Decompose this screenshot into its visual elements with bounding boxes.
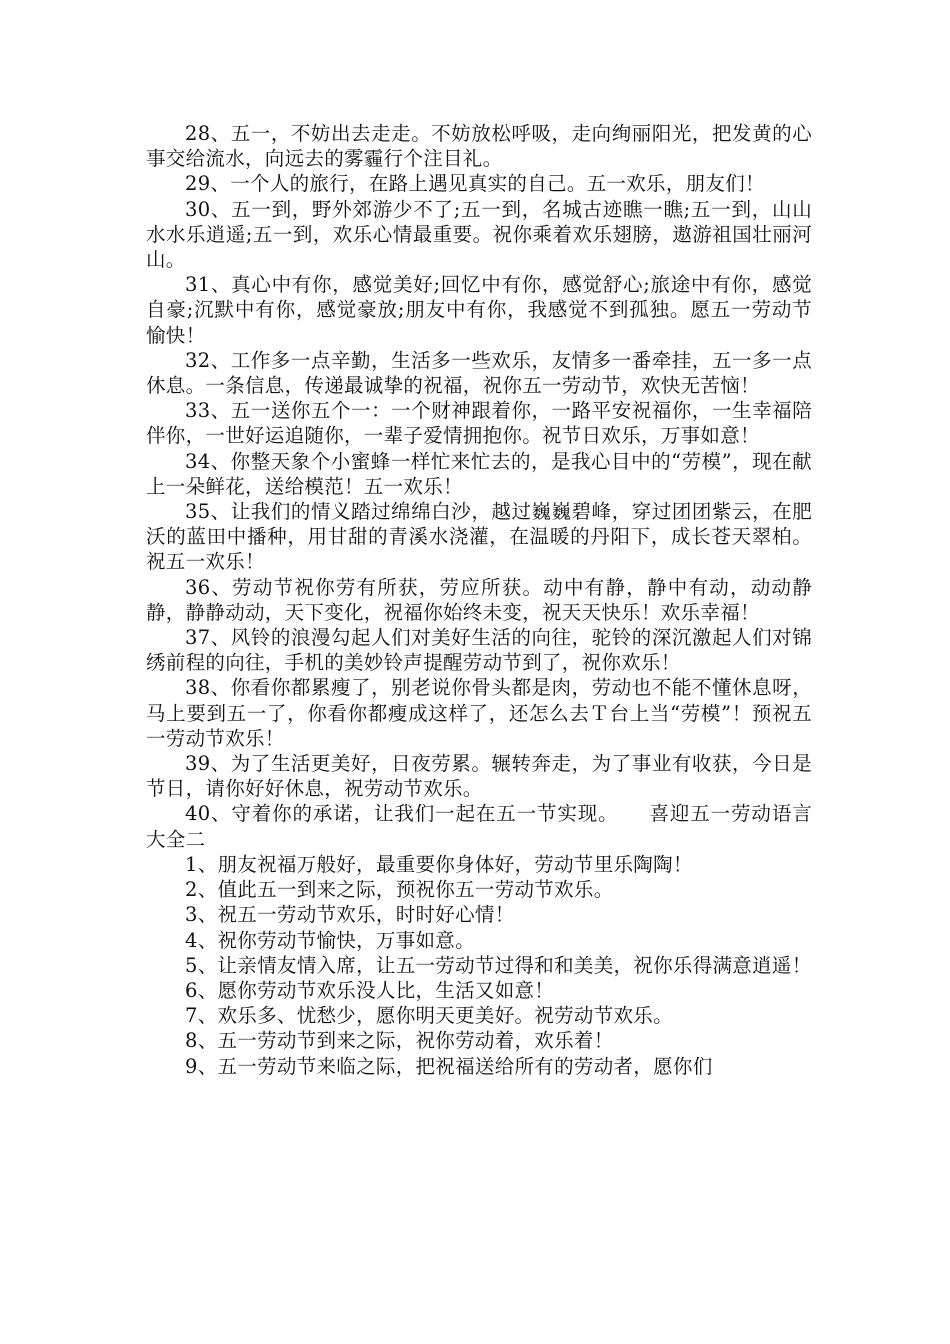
paragraph-39: 39、为了生活更美好，日夜劳累。辗转奔走，为了事业有收获，今日是节日，请你好好休息，祝劳动节欢乐。 <box>146 752 812 801</box>
paragraph-37: 37、风铃的浪漫勾起人们对美好生活的向往，驼铃的深沉激起人们对锦绣前程的向往，手机的美妙铃声提醒劳动节到了，祝你欢乐！ <box>146 626 812 675</box>
paragraph-33: 33、五一送你五个一：一个财神跟着你，一路平安祝福你，一生幸福陪伴你，一世好运追随你，一辈子爱情拥抱你。祝节日欢乐，万事如意！ <box>146 399 812 448</box>
paragraph-1: 1、朋友祝福万般好，最重要你身体好，劳动节里乐陶陶！ <box>185 852 693 876</box>
paragraph-30: 30、五一到，野外郊游少不了;五一到，名城古迹瞧一瞧;五一到，山山水水乐逍遥;五一到，欢乐心情最重要。祝你乘着欢乐翅膀，遨游祖国壮丽河山。 <box>146 197 812 272</box>
paragraph-9: 9、五一劳动节来临之际，把祝福送给所有的劳动者，愿你们 <box>185 1054 713 1078</box>
document-body <box>146 121 812 1079</box>
paragraph-6: 6、愿你劳动节欢乐没人比，生活又如意！ <box>185 978 555 1002</box>
paragraph-5: 5、让亲情友情入席，让五一劳动节过得和和美美，祝你乐得满意逍遥！ <box>185 953 812 977</box>
paragraph-31: 31、真心中有你，感觉美好;回忆中有你，感觉舒心;旅途中有你，感觉自豪;沉默中有你，感觉豪放;朋友中有你，我感觉不到孤独。愿五一劳动节愉快！ <box>146 273 812 347</box>
paragraph-36: 36、劳动节祝你劳有所获，劳应所获。动中有静，静中有动，动动静静，静静动动，天下变化，祝福你始终未变，祝天天快乐！欢乐幸福！ <box>146 575 812 624</box>
paragraph-38: 38、你看你都累瘦了，别老说你骨头都是肉，劳动也不能不懂休息呀，马上要到五一了，你看你都瘦成这样了，还怎么去Ｔ台上当“劳模”！预祝五一劳动节欢乐！ <box>146 676 812 750</box>
paragraph-35: 35、让我们的情义踏过绵绵白沙，越过巍巍碧峰，穿过团团紫云，在肥沃的蓝田中播种，用甘甜的青溪水浇灌，在温暖的丹阳下，成长苍天翠柏。祝五一欢乐！ <box>146 500 812 574</box>
paragraph-8: 8、五一劳动节到来之际，祝你劳动着，欢乐着！ <box>185 1029 614 1053</box>
paragraph-32: 32、工作多一点辛勤，生活多一些欢乐，友情多一番牵挂，五一多一点休息。一条信息，传递最诚挚的祝福，祝你五一劳动节，欢快无苦恼！ <box>146 348 812 398</box>
paragraph-40: 40、守着你的承诺，让我们一起在五一节实现。 喜迎五一劳动语言大全二 <box>146 802 812 851</box>
paragraph-7: 7、欢乐多、忧愁少，愿你明天更美好。祝劳动节欢乐。 <box>185 1004 673 1028</box>
paragraph-2: 2、值此五一到来之际，预祝你五一劳动节欢乐。 <box>185 878 614 902</box>
paragraph-3: 3、祝五一劳动节欢乐，时时好心情！ <box>185 903 515 927</box>
paragraph-4: 4、祝你劳动节愉快，万事如意。 <box>185 928 475 952</box>
paragraph-28: 28、五一，不妨出去走走。不妨放松呼吸，走向绚丽阳光，把发黄的心事交给流水，向远去的雾霾行个注目礼。 <box>146 122 812 171</box>
paragraph-29: 29、一个人的旅行，在路上遇见真实的自己。五一欢乐，朋友们！ <box>185 172 765 196</box>
paragraph-34: 34、你整天象个小蜜蜂一样忙来忙去的，是我心目中的“劳模”，现在献上一朵鲜花，送给模范！五一欢乐！ <box>146 449 812 498</box>
